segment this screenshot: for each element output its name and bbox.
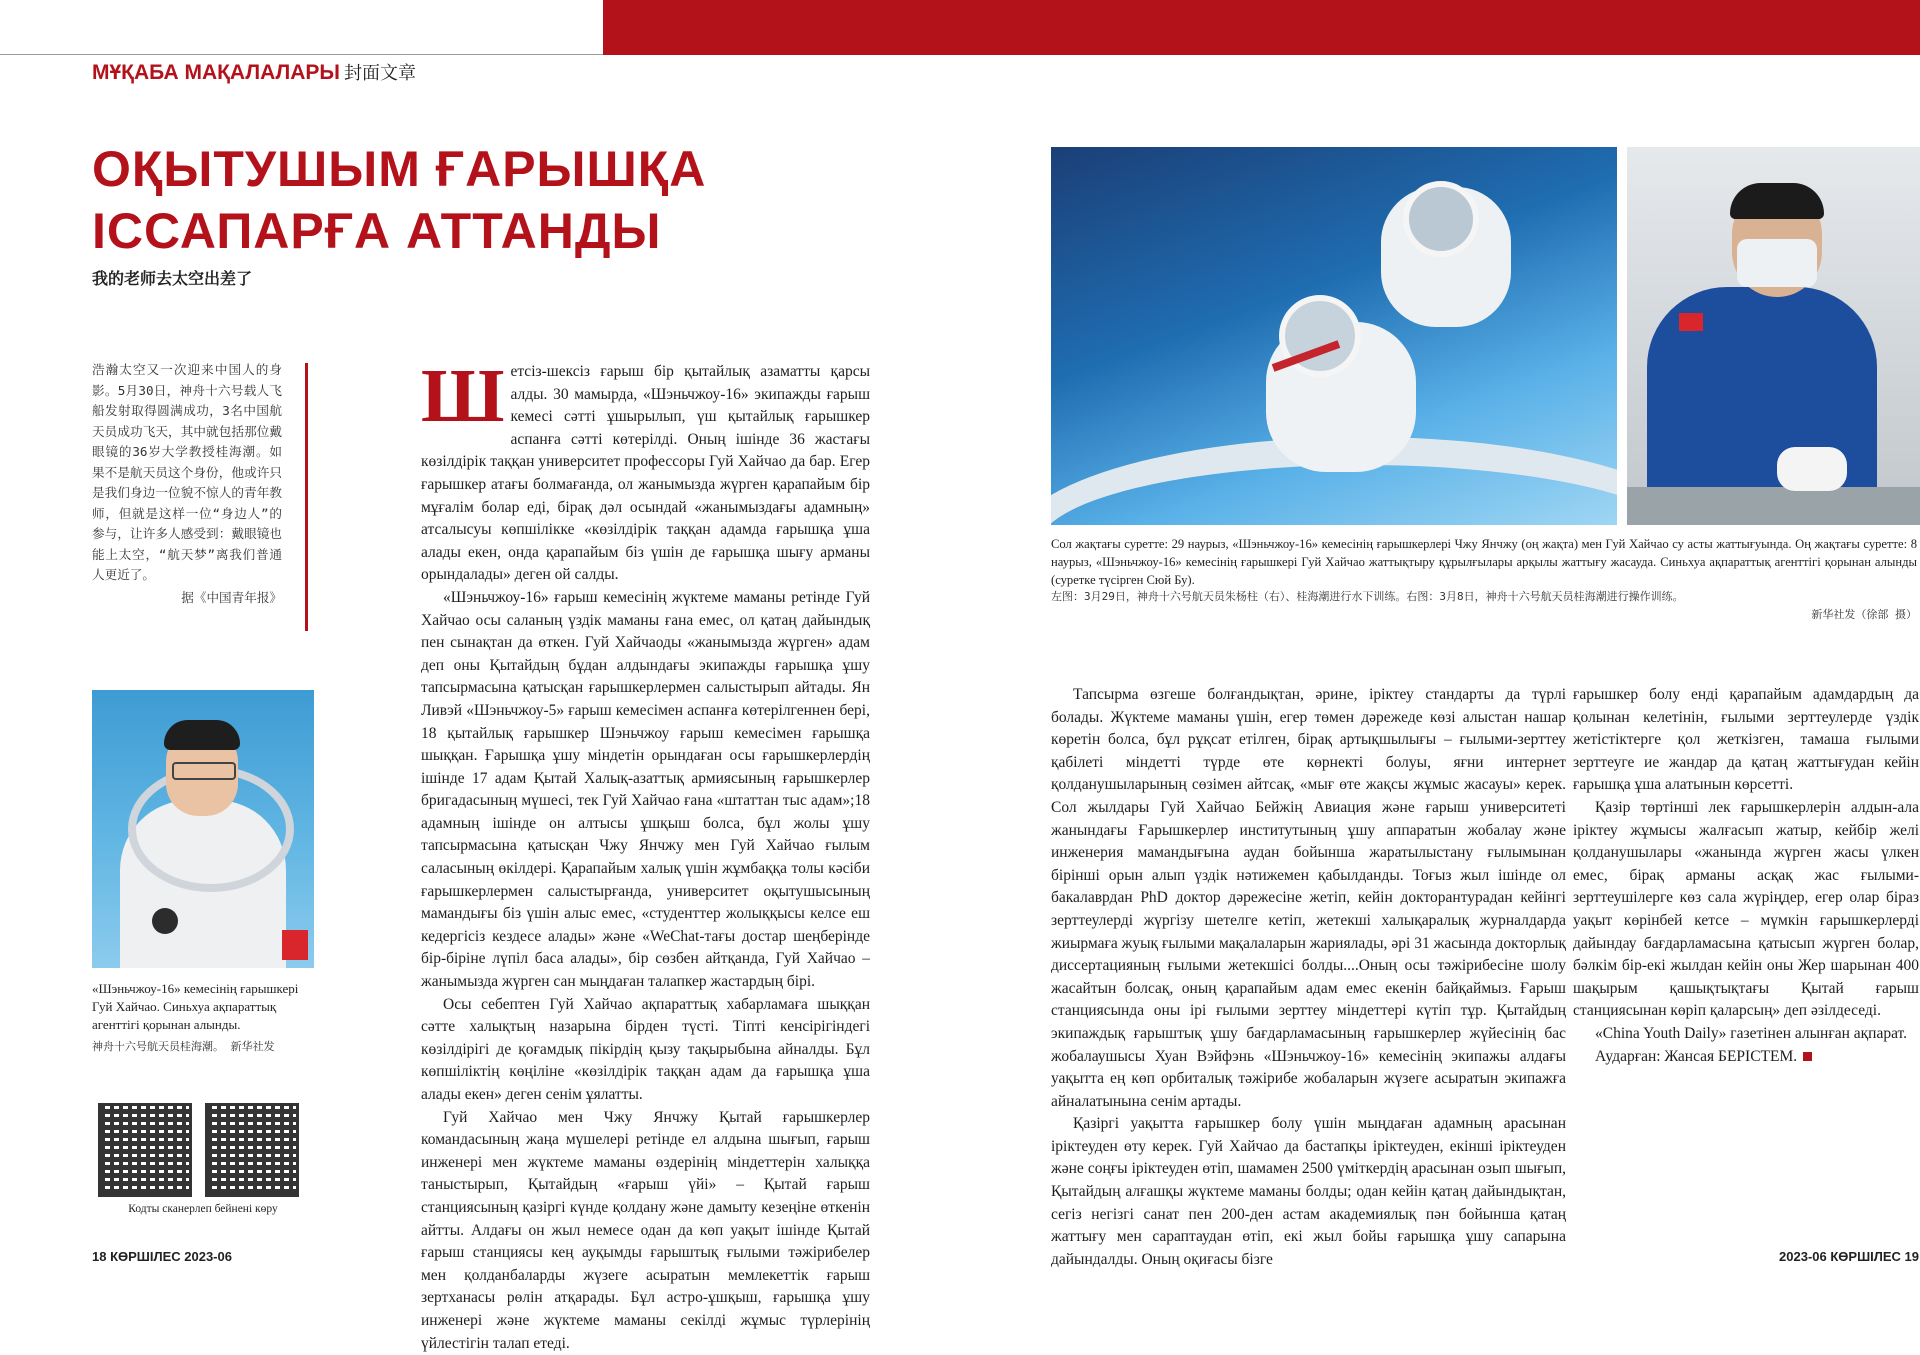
hair-shape	[164, 720, 240, 750]
section-label-cn: 封面文章	[343, 63, 416, 83]
footer-right: 2023-06 КӨРШІЛЕС 19	[1779, 1249, 1919, 1264]
suit-valve-shape	[152, 908, 178, 934]
paragraph: Қазір төртінші лек ғарышкерлерін алдын-ала іріктеу жұмысы жалғасып жатыр, кейбір желі қолданушылары «жанында жүрген жасы үлкен емес, бірақ арманы асқақ жас ғылыми-зерттеушілерге көз сала жүріңдер, егер олар біраз уақыт көрінбей кетсе – мүмкін ғарышкерлерді дайындау бағдарламасына қатысып жүрген болар, бәлкім бір-екі жылдан кейін оны Жер шарынан 400 шақырым қашықтықтағы Қытай ғарыш станциясынан көріп қаларсың» деп әзілдеседі.	[1573, 798, 1919, 1020]
underwater-training-photo	[1051, 147, 1617, 525]
end-mark-icon	[1803, 1052, 1812, 1061]
hair-shape	[1730, 183, 1824, 219]
paragraph: Тапсырма өзгеше болғандықтан, әрине, іріктеу стандарты да түрлі болады. Жүктеме маманы үшін, егер төмен дәрежеде көзі алыстан нашар көретін болса, бұл рұқсат етілген, бірақ артықшылығы – ғылыми-зерттеу қабілеті міндетті түрде өте көрнекті болуы, яғни интернет қолданушыларының сөзімен айтсақ, «мығ өте жақсы жұмыс жасауы» керек. Сол жылдары Гуй Хайчао Бейжің Авиация және ғарыш университеті жанындағы Ғарышкерлер институтының ұшу аппаратын жобалау және инженерия мамандығына аудан бойынша жаратылыстану ғылымынан бірінші орын алып үздік нәтижемен қабылданды. Тоғыз жыл ішінде ол бакалаврдан PhD доктор дәрежесіне жетіп, кейін докторантурадан кейінгі зерттеулерді жүргізу шетелге кетіп, жетекші халықаралық журналдарда жиырмаға жуық ғылыми мақалаларын жариялады, әрі 31 жасында докторлық диссертацияның ғылыми жетекшісі болды....Оның осы тәжірибесіне шолу жасайтын болсақ, оның қарапайым адам емес екенін байқаймыз. Ғарыш станциясында оны ірі ғылыми зерттеу міндеттері күтіп тұр. Қытайдың экипаждық ғарыштық ұшу бағдарламасының ғарышкерлер жүйесінің бас жобалаушысы Хуан Вэйфэнь «Шэньчжоу-16» кемесінің экипажы алдағы уақытта ең көп орбиталық тәжірибе жобаларын жүзеге асыратын экипажға айналатынына сенім артады.	[1051, 686, 1566, 1110]
flag-patch-icon	[282, 930, 308, 960]
paragraph: Қазіргі уақытта ғарышкер болу үшін мыңдаған адамның арасынан іріктеуден өту керек. Гуй Хайчао да бастапқы іріктеуден, екінші іріктеуден және соңғы іріктеуден өтіп, шамамен 2500 үміткердің арасынан озып шығып, Қытайдың алғашқы жүктеме маманы болды; одан кейін қатаң дайындықтан, сегіз негізгі санат пен 200-ден астам академиялық пән бойынша қатаң жаттығу мен сараптаудан өтіп, екі жыл бойы ғарышқа ұшу сапарына дайындалды. Оның оқиғасы бізге	[1051, 1115, 1566, 1268]
chinese-intro	[92, 360, 282, 608]
paragraph: Осы себептен Гуй Хайчао ақпараттық хабарламаға шыққан сәтте халықтың назарына бірден түсті. Тіпті кенсірігіндегі көзілдірігі де қоғамдық пікірдің қызу тақырыбына айналды. Бұл көпшіліктің көңіліне «көзілдірік таққан адам да ғарышқа ұша алады екен» деген сенім ұялатты.	[421, 995, 870, 1103]
translator-text: Аударған: Жансая БЕРІСТЕМ.	[1595, 1047, 1798, 1065]
glove-shape	[1777, 447, 1847, 491]
astronaut-helmet-right	[1403, 181, 1479, 257]
photo-credit-cn: 新华社发（徐部 摄）	[1811, 608, 1917, 621]
face-mask-shape	[1737, 239, 1817, 287]
astronaut-portrait-photo	[92, 690, 314, 968]
article-column-3	[1573, 684, 1919, 1068]
paragraph-lead	[421, 354, 870, 587]
paragraph: «Шэньчжоу-16» ғарыш кемесінің жүктеме маманы ретінде Гуй Хайчао осы саланың үздік маманы ғана емес, ол қатаң дайындық пен сынақтан да өткен. Гуй Хайчаоды «жанымызда жүрген» адам деп оны Қытайдың бұдан алдындағы экипажды ғарышқа ұшу тапсырмасына қатысқан ғарышкерлермен салыстырып айтады. Ян Ливэй «Шэньчжоу-5» ғарыш кемесімен аспанға көтерілгеннен бері, 18 қытайлық ғарышкер Шэньчжоу ғарыш кемесімен ғарышқа шыққан. Ғарышқа ұшу міндетін орындаған осы ғарышкерлердің ішінде 17 адам Қытай Халық-азаттық армиясының ғарышкерлер бригадасының мүшесі, тек Гуй Хайчао ғана «штаттан тыс адам»;18 адамның ішінде он алтысы ұшқыш болса, бұл жолы ұшу тапсырмасына қатысқан Чжу Янчжу мен Гуй Хайчао ғылым саласының өкілдері. Қарапайым халық үшін жұмбаққа толы кәсіби ғарышкерлермен салыстырғанда, университет оқытушысының мамандығы біз үшін алыс емес, «студенттер жолыққысы келсе еш кедергісіз кездесе алады» және «WeChat-тағы достар шеңберінде бір-біріне лүпіл баса алады», бір сөзбен айтқанда, Гуй Хайчао – жанымызда жүрген сан мыңдаған талапкер жастардың бірі.	[421, 588, 870, 991]
portrait-caption-cn: 神舟十六号航天员桂海潮。 新华社发	[92, 1040, 275, 1053]
article-subtitle-cn: 我的老师去太空出差了	[92, 269, 253, 288]
drop-cap: Ш	[421, 354, 505, 438]
intro-accent-bar	[305, 363, 308, 631]
chinese-intro-source: 据《中国青年报》	[181, 589, 282, 605]
paragraph: Гуй Хайчао мен Чжу Янчжу Қытай ғарышкерлер командасының жаңа мүшелері ретінде ел алдына шығып, ғарыш инженері мен жүктеме маманы өздерінің міндеттерін халыққа таныстырып, Қытайдың «ғарыш үйі» – Қытай ғарыш станциясының қазіргі күнде қолдану және дамыту кезеңіне өткенін айтты. Алдағы он жыл немесе одан да көп уақыт ішінде Қытай ғарыш станциясы кең ауқымды ғарыштық ғылыми тәжірибелер мен қолданбаларды жүзеге асыратын мемлекеттік ғарыш зертханасы рөлін атқарады. Бұл астро-ұшқыш, ғарышқа ұшу инженері және жүктеме маманы секілді жұмыс түрлерінің үйлестігін талап етеді.	[421, 1108, 870, 1352]
header-rule	[0, 54, 603, 55]
qr-code-1[interactable]	[98, 1103, 192, 1197]
photo-caption-cn-text: 左图：3月29日，神舟十六号航天员朱杨柱（右）、桂海潮进行水下训练。右图：3月8日，神舟十六号航天员桂海潮进行操作训练。	[1051, 590, 1684, 603]
article-title: ОҚЫТУШЫМ ҒАРЫШҚА ІССАПАРҒА АТТАНДЫ	[92, 141, 707, 259]
article-column-2	[1051, 684, 1566, 1271]
source-note: «China Youth Daily» газетінен алынған ақпарат.	[1595, 1024, 1908, 1042]
qr-code-2[interactable]	[205, 1103, 299, 1197]
header-red-bar	[603, 0, 1920, 55]
glasses-shape	[172, 762, 236, 780]
photo-caption-cn	[1051, 588, 1917, 624]
flag-patch-icon	[1679, 313, 1703, 331]
lab-training-photo	[1627, 147, 1920, 525]
footer-left: 18 КӨРШІЛЕС 2023-06	[92, 1249, 232, 1264]
portrait-caption-kz: «Шэньчжоу-16» кемесінің ғарышкері Гуй Хайчао. Синьхуа ақпараттық агенттігі қорынан алынды.	[92, 981, 299, 1032]
lab-bench-shape	[1627, 487, 1920, 525]
qr-caption: Кодты сканерлеп бейнені көру	[128, 1203, 278, 1215]
paragraph-lead-text: етсіз-шексіз ғарыш бір қытайлық азаматты қарсы алды. 30 мамырда, «Шэньчжоу-16» экипажды ғарыш кемесі сәтті ұшырылып, үш қытайлық ғарышкер аспанға сәтті көтерілді. Оның ішінде 36 жастағы көзілдірік таққан университет профессоры Гуй Хайчао да бар. Егер ғарышкер атағы болмағанда, ол жанымызда жүрген қарапайым бір мұғалім болар еді, бірақ дәл осындай «жанымыздағы адамның» атсалысуы көпшілікке «көзілдірік таққан адамда ғарышқа ұша алады екен, онда қарапайым біз үшін де ғарышқа шығу арманы орындалады» деген ой салды.	[421, 363, 870, 584]
article-column-1	[421, 354, 870, 1355]
section-label-kz: МҰҚАБА МАҚАЛАЛАРЫ	[92, 61, 340, 84]
photo-caption-kz: Сол жақтағы суретте: 29 наурыз, «Шэньчжоу-16» кемесінің ғарышкерлері Чжу Янчжу (оң жақта) мен Гуй Хайчао су асты жаттығуында. Оң жақтағы суретте: 8 наурыз, «Шэньчжоу-16» кемесінің ғарышкері Гуй Хайчао жаттықтыру құрылғылары арқылы жаттығу жасауда. Синьхуа ақпараттық агенттігі қорынан алынды (суретке түсірген Сюй Бу).	[1051, 537, 1917, 587]
chinese-intro-text: 浩瀚太空又一次迎来中国人的身影。5月30日，神舟十六号载人飞船发射取得圆满成功，3名中国航天员成功飞天，其中就包括那位戴眼镜的36岁大学教授桂海潮。如果不是航天员这个身份，他或许只是我们身边一位貌不惊人的青年教师，但就是这样一位“身边人”的参与，让许多人感受到：戴眼镜也能上太空，“航天梦”离我们普通人更近了。	[92, 362, 282, 582]
paragraph: ғарышкер болу енді қарапайым адамдардың да қолынан келетінін, ғылыми зерттеулерде үздік жетістіктерге қол жеткізген, тамаша ғылыми зерттеуге ие жандар да қатаң жаттығудан кейін ғарышқа ұша алатынын көрсетті.	[1573, 686, 1919, 794]
translator-line	[1573, 1046, 1919, 1069]
section-label	[92, 59, 416, 85]
